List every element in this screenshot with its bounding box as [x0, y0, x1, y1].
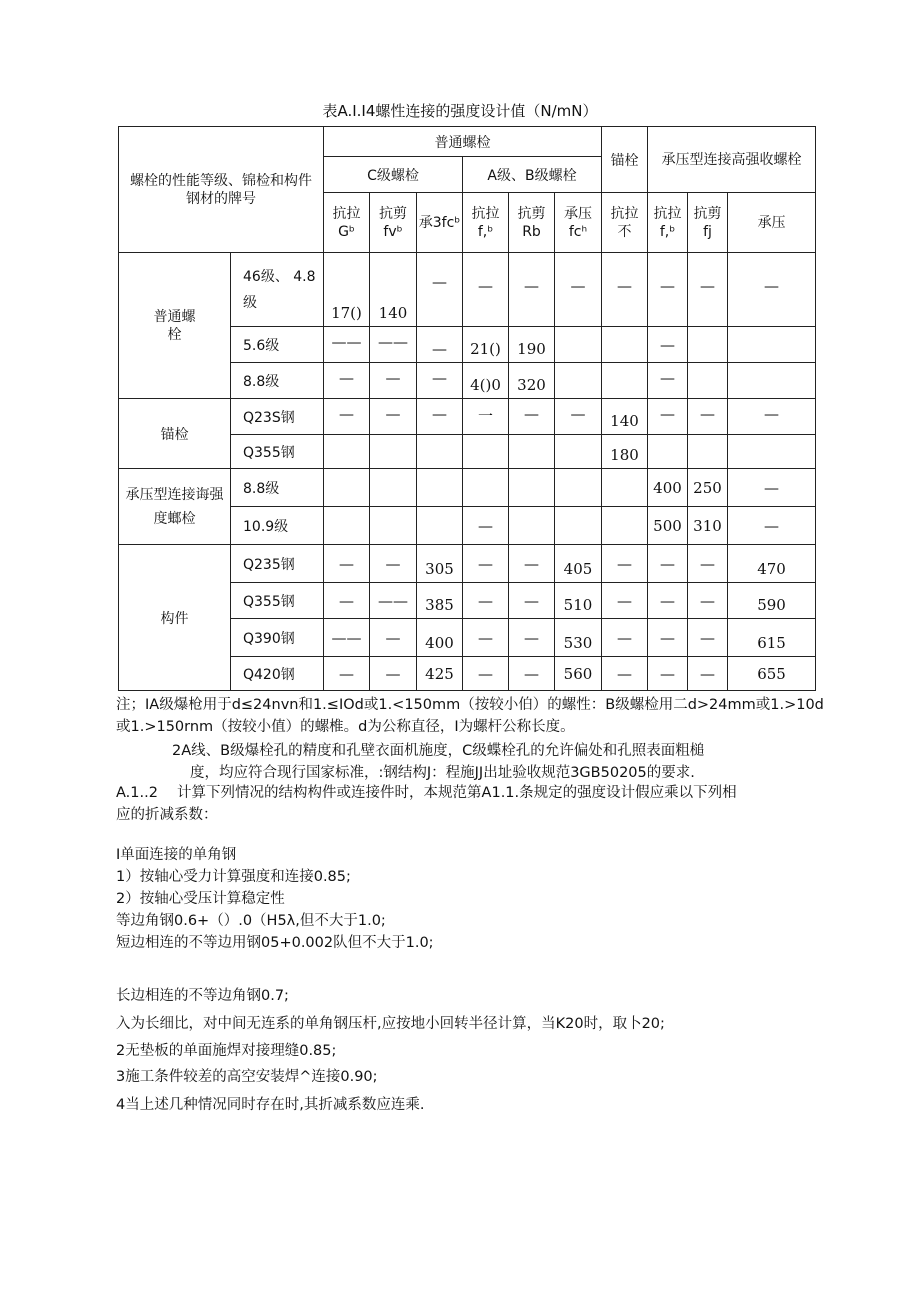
value-cell: [324, 435, 370, 469]
table-title: 表A.I.I4螺性连接的强度设计值（N/mN）: [322, 102, 598, 120]
value-cell: [324, 469, 370, 507]
list-item: 4当上述几种情况同时存在时,其折减系数应连乘.: [116, 1097, 425, 1113]
value-cell: 405: [555, 545, 602, 583]
group-bearing-hs: 承压型连接诲强度螂检: [119, 469, 231, 545]
value-cell: —: [463, 583, 509, 619]
header-anchor: 锚栓: [602, 127, 648, 193]
value-cell: —: [728, 399, 816, 435]
header-c-tension: 抗拉 Gᵇ: [324, 193, 370, 253]
grade-cell: 10.9级: [231, 507, 324, 545]
header-ab-grade: A级、B级螺栓: [463, 157, 602, 193]
value-cell: [370, 435, 417, 469]
header-c-shear: 抗剪 fvᵇ: [370, 193, 417, 253]
note-line: 度，均应符合现行国家标准，:钢结构J：程施JJ出址验收规范3GB50205的要求.: [190, 765, 695, 781]
value-cell: [463, 435, 509, 469]
value-cell: 400: [648, 469, 688, 507]
value-cell: 400: [417, 619, 463, 657]
value-cell: [417, 435, 463, 469]
list-item: 2无垫板的单面施焊对接理缝0.85;: [116, 1043, 337, 1059]
value-cell: —: [417, 363, 463, 399]
header-c-bearing: 承3fcᵇ: [417, 193, 463, 253]
note-line: 注；IA级爆枪用于d≤24nvn和1.≤IOd或1.<150mm（按较小伯）的螺性：B级螺检用二d>24mm或1.>10d: [116, 697, 824, 713]
value-cell: [728, 363, 816, 399]
value-cell: —: [463, 619, 509, 657]
note-line: 2A线、B级爆栓孔的精度和孔壁衣面机施度，C级蝶栓孔的允许偏处和孔照表面粗槌: [172, 743, 705, 759]
value-cell: ——: [324, 619, 370, 657]
value-cell: —: [509, 545, 555, 583]
table-row: [119, 469, 816, 507]
value-cell: —: [648, 253, 688, 327]
value-cell: [555, 507, 602, 545]
value-cell: —: [602, 545, 648, 583]
value-cell: —: [602, 657, 648, 691]
group-anchor: 锚检: [119, 399, 231, 469]
value-cell: 4()0: [463, 363, 509, 399]
value-cell: 385: [417, 583, 463, 619]
grade-cell: 8.8级: [231, 469, 324, 507]
value-cell: 510: [555, 583, 602, 619]
value-cell: [602, 363, 648, 399]
value-cell: —: [648, 327, 688, 363]
value-cell: —: [463, 657, 509, 691]
grade-cell: Q355钢: [231, 435, 324, 469]
value-cell: [555, 327, 602, 363]
value-cell: —: [370, 399, 417, 435]
clause-text: 应的折减系数：: [116, 807, 218, 823]
list-item: 短边相连的不等边用钢05+0.002队但不大于1.0;: [116, 935, 434, 951]
value-cell: [555, 469, 602, 507]
value-cell: —: [648, 657, 688, 691]
value-cell: 180: [602, 435, 648, 469]
value-cell: —: [324, 583, 370, 619]
value-cell: —: [688, 619, 728, 657]
value-cell: 615: [728, 619, 816, 657]
value-cell: [509, 469, 555, 507]
value-cell: —: [648, 363, 688, 399]
value-cell: 140: [370, 253, 417, 327]
grade-cell: Q23S钢: [231, 399, 324, 435]
value-cell: —: [463, 545, 509, 583]
group-common-bolt: 普通螺栓: [119, 253, 231, 399]
value-cell: [509, 507, 555, 545]
value-cell: [555, 363, 602, 399]
group-member: 构件: [119, 545, 231, 691]
header-ab-bearing: 承压 fcʰ: [555, 193, 602, 253]
value-cell: 560: [555, 657, 602, 691]
list-item: I单面连接的单角钢: [116, 847, 237, 863]
list-item: 2）按轴心受压计算稳定性: [116, 891, 285, 907]
value-cell: [370, 507, 417, 545]
table-row: [119, 253, 816, 327]
value-cell: [688, 363, 728, 399]
value-cell: [688, 327, 728, 363]
value-cell: —: [324, 657, 370, 691]
value-cell: —: [602, 619, 648, 657]
value-cell: —: [509, 583, 555, 619]
value-cell: —: [648, 545, 688, 583]
value-cell: 500: [648, 507, 688, 545]
list-item: 入为长细比，对中间无连系的单角钢压杆,应按地小回转半径计算，当K20时，取卜20;: [116, 1016, 665, 1032]
value-cell: 425: [417, 657, 463, 691]
value-cell: —: [370, 619, 417, 657]
list-item: 3施工条件较差的高空安装焊^连接0.90;: [116, 1069, 378, 1085]
value-cell: —: [509, 253, 555, 327]
value-cell: 320: [509, 363, 555, 399]
value-cell: —: [509, 619, 555, 657]
value-cell: —: [555, 253, 602, 327]
value-cell: [648, 435, 688, 469]
header-anchor-tension: 抗拉 不: [602, 193, 648, 253]
value-cell: [728, 327, 816, 363]
value-cell: [324, 507, 370, 545]
value-cell: ——: [324, 327, 370, 363]
value-cell: —: [324, 363, 370, 399]
row-label-header: 螺栓的性能等级、锦检和构件钢材的牌号: [119, 127, 324, 253]
value-cell: ——: [370, 583, 417, 619]
value-cell: —: [728, 507, 816, 545]
value-cell: —: [602, 253, 648, 327]
value-cell: ——: [370, 327, 417, 363]
value-cell: —: [509, 399, 555, 435]
strength-table: [118, 126, 816, 691]
value-cell: [509, 435, 555, 469]
value-cell: —: [648, 619, 688, 657]
value-cell: 655: [728, 657, 816, 691]
grade-cell: Q235钢: [231, 545, 324, 583]
value-cell: 一: [463, 399, 509, 435]
grade-cell: Q420钢: [231, 657, 324, 691]
value-cell: —: [463, 253, 509, 327]
list-item: 长边相连的不等边角钢0.7;: [116, 988, 289, 1004]
value-cell: —: [324, 399, 370, 435]
value-cell: [463, 469, 509, 507]
value-cell: 470: [728, 545, 816, 583]
value-cell: —: [417, 253, 463, 327]
header-bearing-hs: 承压型连接高强收螺栓: [648, 127, 816, 193]
clause-heading: A.1..2 计算下列情况的结构构件或连接件时，本规范第A1.1.条规定的强度设计假应乘以下列相: [116, 785, 737, 801]
value-cell: —: [728, 253, 816, 327]
value-cell: —: [370, 545, 417, 583]
table-row: [119, 545, 816, 583]
grade-cell: Q390钢: [231, 619, 324, 657]
value-cell: [602, 469, 648, 507]
value-cell: —: [648, 399, 688, 435]
value-cell: 590: [728, 583, 816, 619]
value-cell: [728, 435, 816, 469]
value-cell: —: [688, 583, 728, 619]
value-cell: —: [728, 469, 816, 507]
value-cell: —: [324, 545, 370, 583]
value-cell: [602, 327, 648, 363]
value-cell: —: [602, 583, 648, 619]
value-cell: 310: [688, 507, 728, 545]
value-cell: [602, 507, 648, 545]
value-cell: [370, 469, 417, 507]
value-cell: —: [509, 657, 555, 691]
header-ab-shear: 抗剪 Rb: [509, 193, 555, 253]
header-hs-tension: 抗拉 f,ᵇ: [648, 193, 688, 253]
value-cell: —: [555, 399, 602, 435]
table-row: [119, 399, 816, 435]
value-cell: 140: [602, 399, 648, 435]
value-cell: —: [417, 327, 463, 363]
value-cell: —: [370, 657, 417, 691]
value-cell: [417, 469, 463, 507]
grade-cell: 46级、 4.8级: [231, 253, 324, 327]
list-item: 1）按轴心受力计算强度和连接0.85;: [116, 869, 351, 885]
value-cell: 250: [688, 469, 728, 507]
header-hs-bearing: 承压: [728, 193, 816, 253]
value-cell: 305: [417, 545, 463, 583]
value-cell: [417, 507, 463, 545]
header-ab-tension: 抗拉 f,ᵇ: [463, 193, 509, 253]
grade-cell: Q355钢: [231, 583, 324, 619]
list-item: 等边角钢0.6+（）.0（H5λ,但不大于1.0;: [116, 913, 386, 929]
value-cell: —: [688, 399, 728, 435]
value-cell: [688, 435, 728, 469]
value-cell: —: [417, 399, 463, 435]
header-c-grade: C级螺检: [324, 157, 463, 193]
note-line: 或1.>150rnm（按较小值）的螺椎。d为公称直径，I为螺杆公称长度。: [116, 719, 575, 735]
value-cell: 190: [509, 327, 555, 363]
value-cell: —: [370, 363, 417, 399]
value-cell: —: [688, 253, 728, 327]
value-cell: —: [688, 657, 728, 691]
value-cell: [555, 435, 602, 469]
grade-cell: 5.6级: [231, 327, 324, 363]
value-cell: —: [688, 545, 728, 583]
grade-cell: 8.8级: [231, 363, 324, 399]
header-common-bolt: 普通螺检: [324, 127, 602, 157]
header-hs-shear: 抗剪 fj: [688, 193, 728, 253]
value-cell: 21(): [463, 327, 509, 363]
value-cell: 17(): [324, 253, 370, 327]
value-cell: —: [648, 583, 688, 619]
value-cell: —: [463, 507, 509, 545]
value-cell: 530: [555, 619, 602, 657]
